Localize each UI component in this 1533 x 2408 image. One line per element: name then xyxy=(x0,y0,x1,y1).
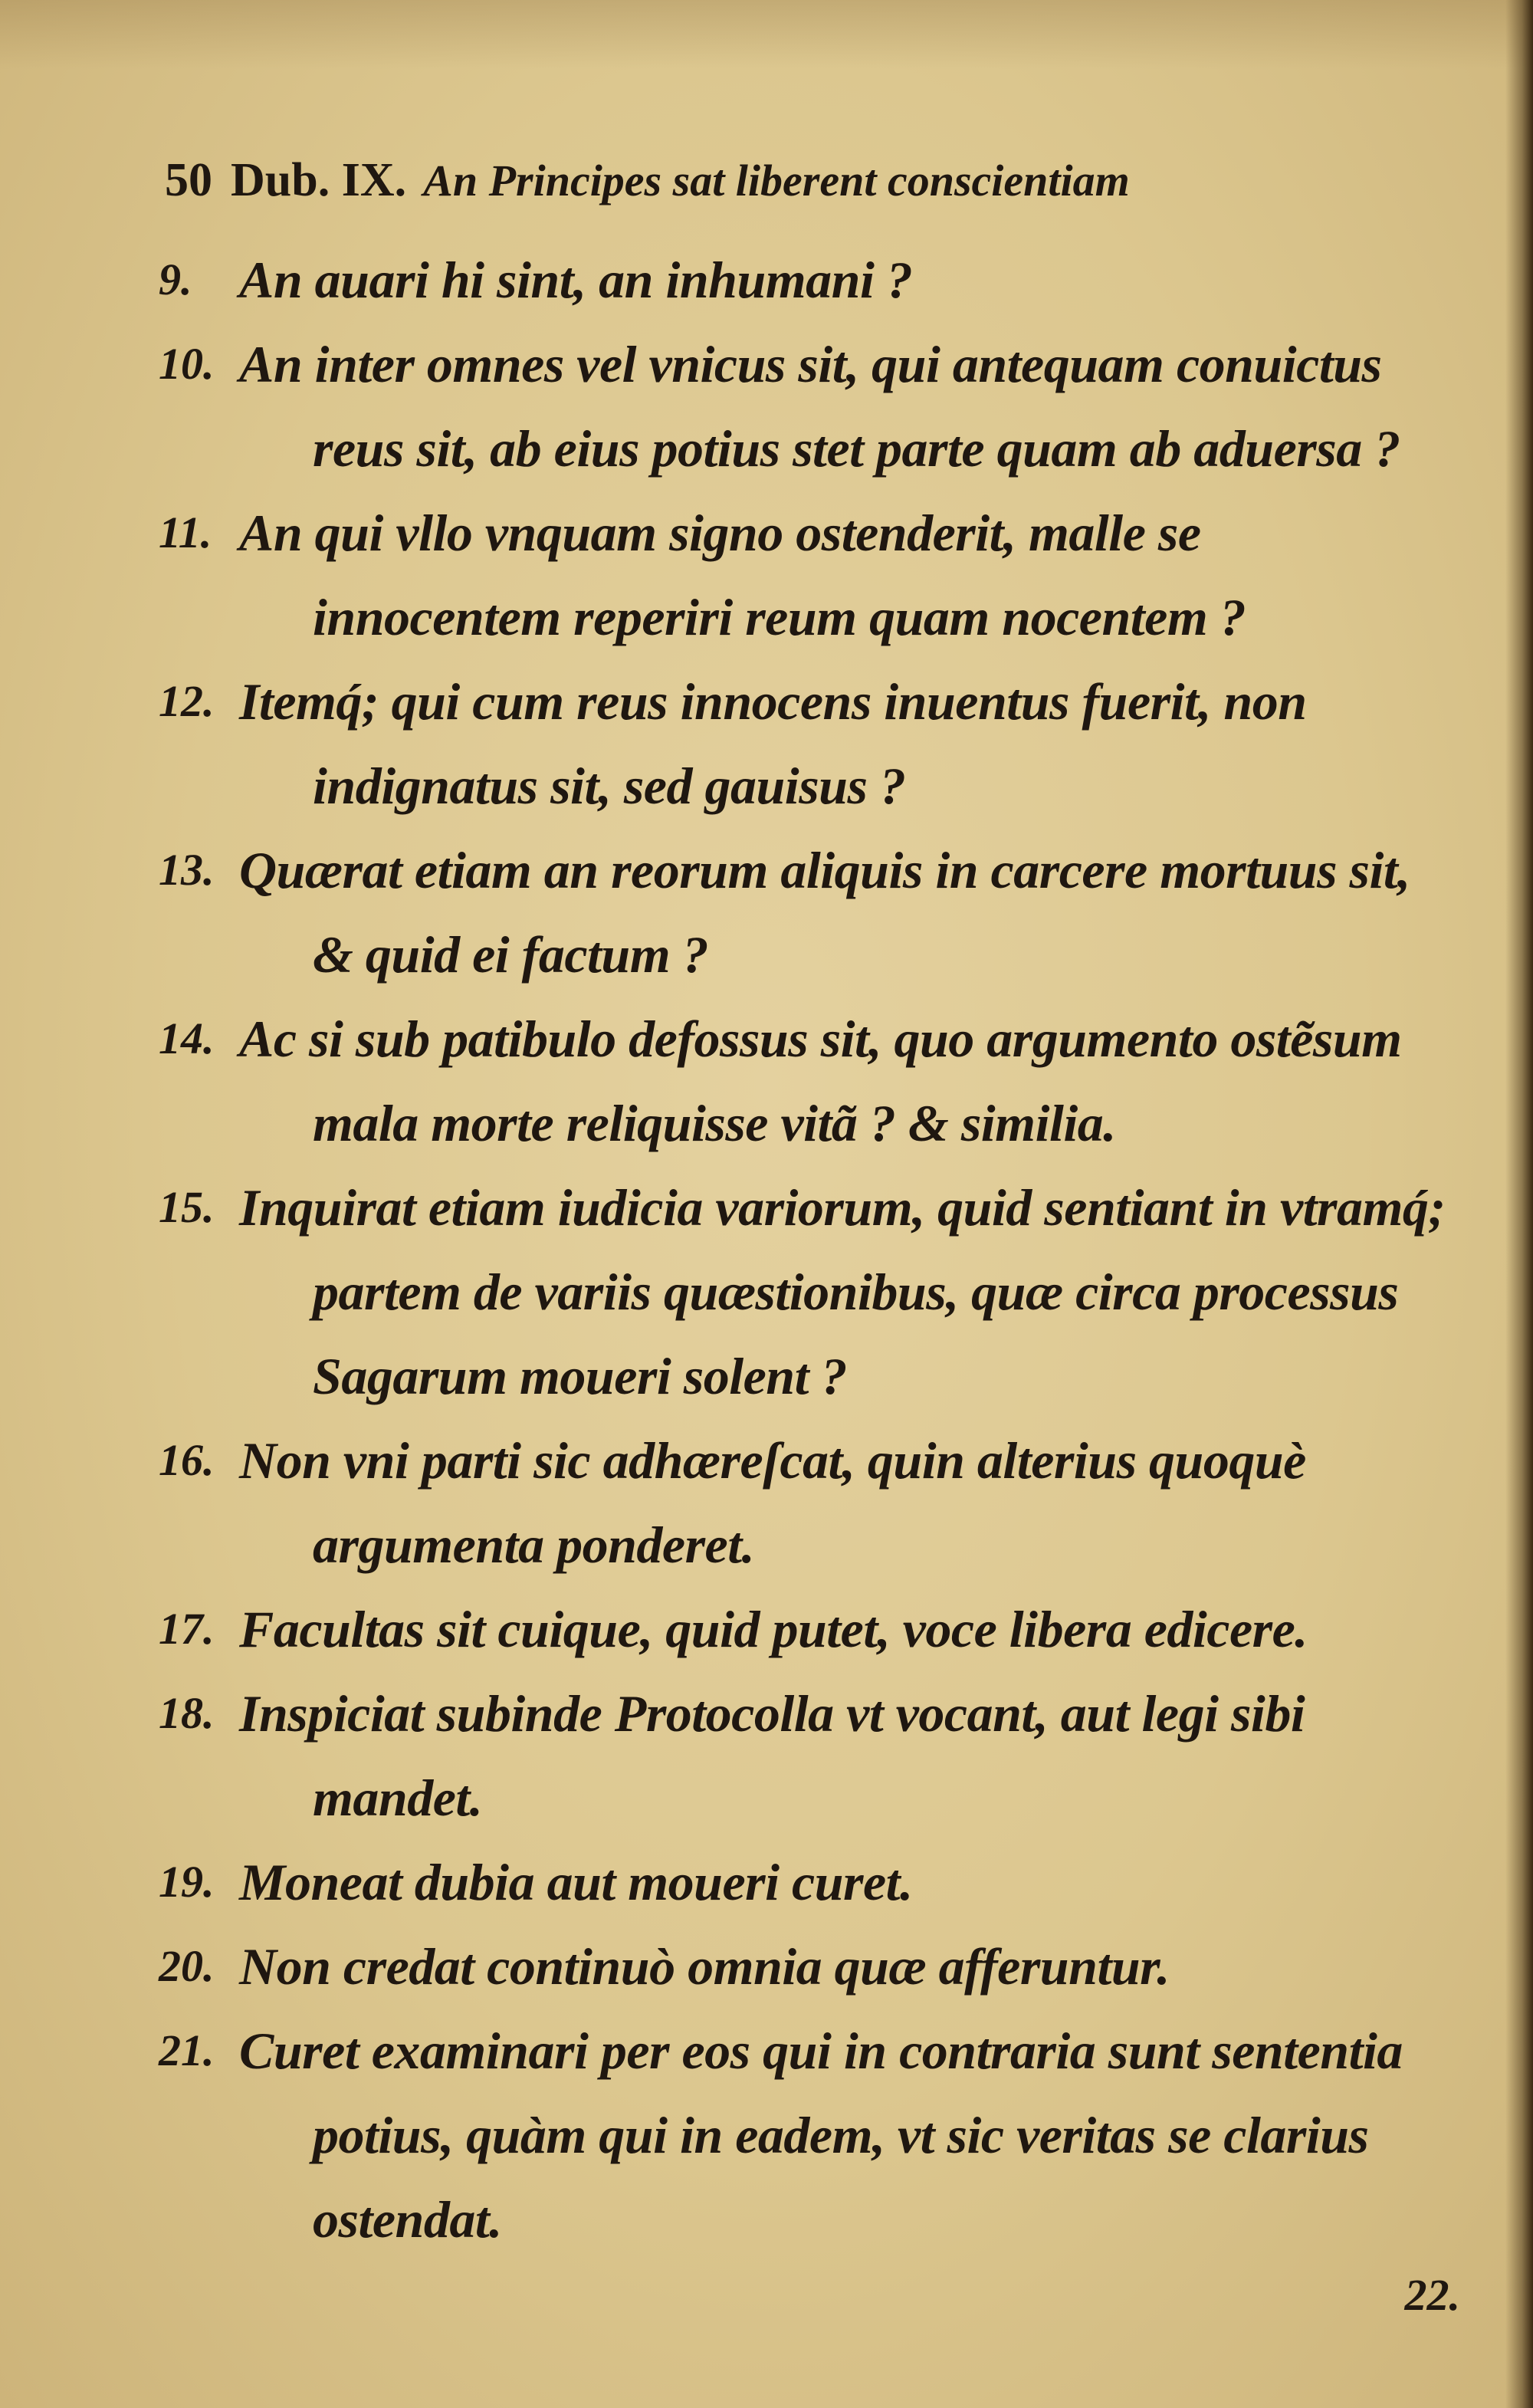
item-number: 19. xyxy=(159,1857,215,1907)
item-number: 13. xyxy=(159,845,215,895)
catchword: 22. xyxy=(1404,2270,1460,2320)
item-text: Ac si sub patibulo defossus sit, quo argumento ostẽsum mala morte reliquisse vitã ? & similia. xyxy=(239,1010,1402,1152)
page-gutter xyxy=(1505,0,1533,2408)
list-item xyxy=(159,2009,1460,2262)
item-text: Quærat etiam an reorum aliquis in carcere mortuus sit, & quid ei factum ? xyxy=(239,841,1410,984)
running-title: An Principes sat liberent conscientiam xyxy=(423,156,1130,205)
item-text: Non vni parti sic adhæreſcat, quin alterius quoquè argumenta ponderet. xyxy=(239,1431,1306,1574)
item-text: Curet examinari per eos qui in contraria sunt sententia potius, quàm qui in eadem, vt sic veritas se clarius ostendat. xyxy=(239,2022,1403,2249)
list-item xyxy=(159,491,1460,659)
list-item xyxy=(159,997,1460,1165)
item-text: Facultas sit cuique, quid putet, voce libera edicere. xyxy=(239,1600,1308,1658)
list-item xyxy=(159,238,1460,322)
item-number: 21. xyxy=(159,2025,215,2075)
list-item xyxy=(159,1671,1460,1840)
item-number: 14. xyxy=(159,1013,215,1063)
item-number: 10. xyxy=(159,339,215,389)
list-item xyxy=(159,1418,1460,1587)
paper-stain xyxy=(0,0,1533,69)
item-number: 12. xyxy=(159,676,215,726)
item-number: 11. xyxy=(159,508,212,557)
page-number: 50 xyxy=(165,154,212,206)
item-number: 15. xyxy=(159,1182,215,1232)
list-item xyxy=(159,1587,1460,1671)
item-number: 9. xyxy=(159,255,192,304)
item-text: An qui vllo vnquam signo ostenderit, malle se innocentem reperiri reum quam nocentem ? xyxy=(239,504,1246,646)
item-number: 18. xyxy=(159,1688,215,1738)
list-item xyxy=(159,828,1460,997)
item-text: Inspiciat subinde Protocolla vt vocant, aut legi sibi mandet. xyxy=(239,1684,1305,1827)
list-item xyxy=(159,1924,1460,2009)
item-number: 17. xyxy=(159,1604,215,1654)
list-item xyxy=(159,1840,1460,1924)
item-text: Non credat continuò omnia quæ afferuntur. xyxy=(239,1937,1170,1996)
item-number: 20. xyxy=(159,1941,215,1991)
item-text: Moneat dubia aut moueri curet. xyxy=(239,1853,913,1911)
text-block xyxy=(159,153,1460,2262)
list-item xyxy=(159,1165,1460,1418)
running-head xyxy=(165,153,1460,238)
item-text: An inter omnes vel vnicus sit, qui antequam conuictus reus sit, ab eius potius stet parte quam ab aduersa ? xyxy=(239,335,1400,478)
list-item xyxy=(159,659,1460,828)
list-item xyxy=(159,322,1460,491)
item-number: 16. xyxy=(159,1435,215,1485)
item-text: An auari hi sint, an inhumani ? xyxy=(239,251,913,309)
section-label: Dub. IX. xyxy=(231,154,407,206)
item-text: Inquirat etiam iudicia variorum, quid sentiant in vtramq́; partem de variis quæstionibus, quæ circa processus Sagarum moueri solent ? xyxy=(239,1178,1446,1405)
item-text: Itemq́; qui cum reus innocens inuentus fuerit, non indignatus sit, sed gauisus ? xyxy=(239,672,1307,815)
